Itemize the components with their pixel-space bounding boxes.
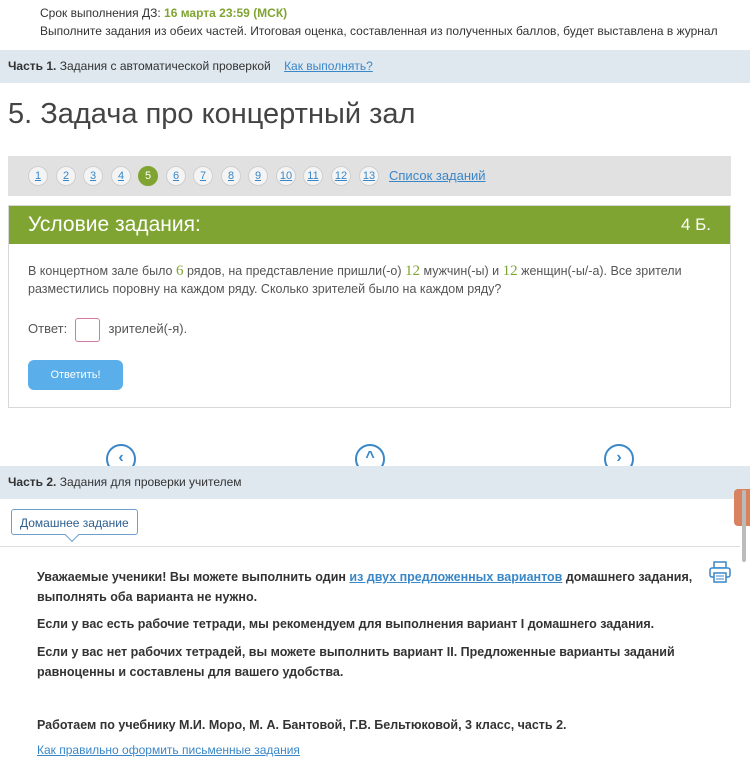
- part2-text: Задания для проверки учителем: [59, 475, 242, 489]
- answer-label: Ответ:: [28, 321, 68, 336]
- homework-paragraph-3: Если у вас нет рабочих тетрадей, вы можете выполнить вариант II. Предложенные варианты заданий равноценны и составлены для вашего удобства.: [37, 645, 675, 679]
- page-link-10[interactable]: 10: [276, 166, 296, 186]
- rows-number: 6: [175, 263, 184, 279]
- deadline-label: Срок выполнения ДЗ:: [40, 6, 161, 20]
- page-link-3[interactable]: 3: [83, 166, 103, 186]
- task-text-part: мужчин(-ы) и: [420, 264, 503, 278]
- deadline-line: [40, 4, 718, 22]
- page-link-4[interactable]: 4: [111, 166, 131, 186]
- homework-paragraph-2: Если у вас есть рабочие тетради, мы рекомендуем для выполнения вариант I домашнего задания.: [37, 617, 655, 631]
- page-link-8[interactable]: 8: [221, 166, 241, 186]
- page-link-13[interactable]: 13: [359, 166, 379, 186]
- deadline-note: Выполните задания из обеих частей. Итоговая оценка, составленная из полученных баллов, будет выставлена в журнал: [40, 24, 718, 38]
- answer-input[interactable]: [75, 318, 100, 342]
- page-link-7[interactable]: 7: [193, 166, 213, 186]
- task-condition: [28, 262, 718, 298]
- task-text-part: рядов, на представление пришли(-о): [183, 264, 406, 278]
- page-link-2[interactable]: 2: [56, 166, 76, 186]
- scrollbar-thumb[interactable]: [742, 490, 746, 562]
- answer-row: [28, 317, 187, 341]
- homework-tab[interactable]: Домашнее задание: [11, 509, 138, 535]
- page-link-12[interactable]: 12: [331, 166, 351, 186]
- task-header: [9, 206, 730, 244]
- page-link-9[interactable]: 9: [248, 166, 268, 186]
- task-list-link[interactable]: Список заданий: [389, 168, 486, 183]
- submit-answer-button[interactable]: Ответить!: [28, 360, 123, 390]
- prev-task-icon[interactable]: ‹: [106, 444, 136, 474]
- women-number: 12: [502, 263, 518, 279]
- deadline-date: 16 марта 23:59 (МСК): [164, 6, 288, 20]
- howto-link[interactable]: Как выполнять?: [284, 59, 373, 73]
- scroll-up-icon[interactable]: ^: [355, 444, 385, 474]
- page-link-1[interactable]: 1: [28, 166, 48, 186]
- hw-text: Уважаемые ученики! Вы можете выполнить один: [37, 570, 350, 584]
- divider: [0, 546, 740, 547]
- formatting-help-link[interactable]: Как правильно оформить письменные задания: [37, 743, 300, 757]
- task-text-part: В концертном зале было: [28, 264, 176, 278]
- page-link-11[interactable]: 11: [303, 166, 323, 186]
- task-heading: Условие задания:: [28, 213, 201, 236]
- homework-paragraph-4: Работаем по учебнику М.И. Моро, М. А. Бантовой, Г.В. Бельтюковой, 3 класс, часть 2.: [37, 718, 567, 732]
- part2-bar: [0, 466, 750, 499]
- part1-label: Часть 1.: [8, 59, 57, 73]
- men-number: 12: [405, 263, 421, 279]
- page-title: 5. Задача про концертный зал: [8, 98, 416, 130]
- deadline-info: [40, 4, 718, 40]
- part1-text: Задания с автоматической проверкой: [59, 59, 271, 73]
- hw-text: домашнего задания, выполнять оба варианта не нужно.: [37, 570, 693, 604]
- answer-unit: зрителей(-я).: [108, 321, 188, 336]
- part1-bar: [0, 50, 750, 83]
- next-task-icon[interactable]: ›: [604, 444, 634, 474]
- part2-label: Часть 2.: [8, 475, 57, 489]
- task-points: 4 Б.: [680, 215, 711, 234]
- page-link-5-current[interactable]: 5: [138, 166, 158, 186]
- task-text-part: женщин(-ы/-а). Все зрители разместились поровну на каждом ряду. Сколько зрителей было на каждом ряду?: [28, 264, 682, 296]
- task-card: [8, 205, 731, 408]
- homework-paragraph-1: [37, 567, 717, 607]
- task-pager: [8, 156, 731, 196]
- variants-link[interactable]: из двух предложенных вариантов: [349, 570, 563, 584]
- page-link-6[interactable]: 6: [166, 166, 186, 186]
